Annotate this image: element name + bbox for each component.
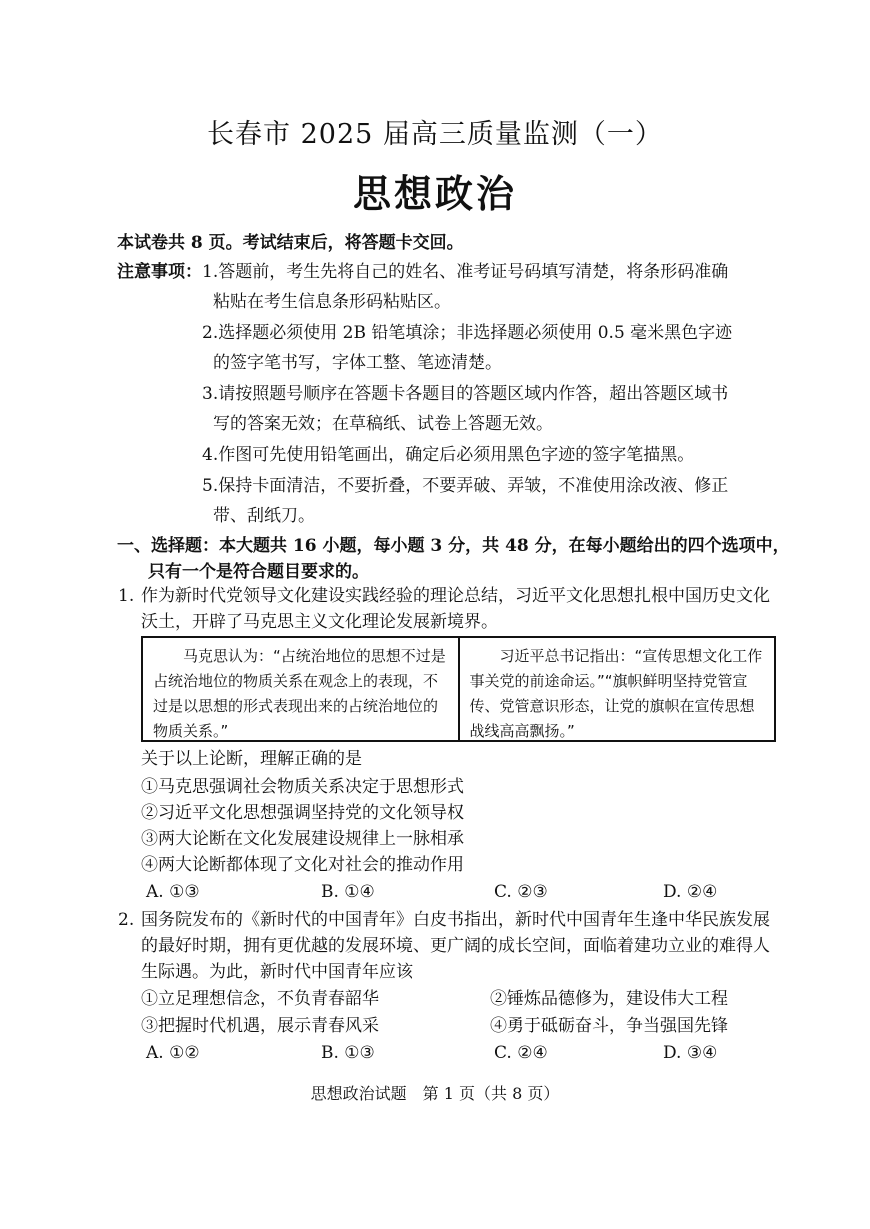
notes-line: 粘贴在考生信息条形码粘贴区。 — [213, 292, 451, 312]
question-number: 1. — [118, 586, 135, 606]
statement-item: ①立足理想信念，不负青春韶华 — [141, 989, 379, 1009]
intro-text: 本试卷共 8 页。考试结束后，将答题卡交回。 — [117, 233, 464, 253]
choice-a[interactable]: A. ①③ — [146, 882, 200, 902]
question-stem: 国务院发布的《新时代的中国青年》白皮书指出，新时代中国青年生逢中华民族发展 — [141, 910, 770, 930]
subject-title: 思想政治 — [352, 171, 517, 216]
xi-quote: 习近平总书记指出：“宣传思想文化工作事关党的前途命运。”“旗帜鲜明坚持党管宣传、党管意识形态，让党的旗帜在宣传思想战线高高飘扬。” — [458, 638, 775, 740]
question-stem: 的最好时期，拥有更优越的发展环境、更广阔的成长空间，面临着建功立业的难得人 — [141, 936, 770, 956]
notes-label: 注意事项： — [117, 262, 202, 282]
choice-c[interactable]: C. ②④ — [494, 1043, 548, 1063]
question-stem: 作为新时代党领导文化建设实践经验的理论总结，习近平文化思想扎根中国历史文化 — [141, 586, 770, 606]
notes-line: 的签字笔书写，字体工整、笔迹清楚。 — [213, 353, 502, 373]
choice-d[interactable]: D. ②④ — [663, 882, 718, 902]
notes-line: 1.答题前，考生先将自己的姓名、准考证号码填写清楚，将条形码准确 — [202, 262, 729, 282]
question-stem: 生际遇。为此，新时代中国青年应该 — [141, 962, 413, 982]
question-number: 2. — [118, 910, 135, 930]
notes-line: 5.保持卡面清洁，不要折叠，不要弄破、弄皱，不准使用涂改液、修正 — [202, 476, 729, 496]
quote-table — [141, 636, 776, 742]
statement-item: ③把握时代机遇，展示青春风采 — [141, 1016, 379, 1036]
question-stem: 沃土，开辟了马克思主义文化理论发展新境界。 — [141, 612, 498, 632]
statement-item: ③两大论断在文化发展建设规律上一脉相承 — [141, 829, 464, 849]
statement-item: ④两大论断都体现了文化对社会的推动作用 — [141, 855, 464, 875]
choice-d[interactable]: D. ③④ — [663, 1043, 718, 1063]
notes-line: 带、刮纸刀。 — [213, 506, 315, 526]
notes-line: 4.作图可先使用铅笔画出，确定后必须用黑色字迹的签字笔描黑。 — [202, 445, 695, 465]
choice-b[interactable]: B. ①④ — [321, 882, 375, 902]
notes-line: 3.请按照题号顺序在答题卡各题目的答题区域内作答，超出答题区域书 — [202, 384, 729, 404]
section-heading-cont: 只有一个是符合题目要求的。 — [148, 562, 369, 582]
marx-quote: 马克思认为：“占统治地位的思想不过是占统治地位的物质关系在观念上的表现，不过是以思想的形式表现出来的占统治地位的物质关系。” — [153, 647, 446, 740]
choice-c[interactable]: C. ②③ — [494, 882, 548, 902]
exam-name: 长春市 2025 届高三质量监测（一） — [207, 119, 663, 150]
statement-item: ②习近平文化思想强调坚持党的文化领导权 — [141, 803, 464, 823]
choice-b[interactable]: B. ①③ — [321, 1043, 375, 1063]
section-heading: 一、选择题：本大题共 16 小题，每小题 3 分，共 48 分，在每小题给出的四个选项中， — [117, 536, 790, 556]
question-prompt: 关于以上论断，理解正确的是 — [141, 749, 362, 769]
notes-line: 写的答案无效；在草稿纸、试卷上答题无效。 — [213, 414, 553, 434]
statement-item: ②锤炼品德修为，建设伟大工程 — [490, 989, 728, 1009]
notes-line: 2.选择题必须使用 2B 铅笔填涂；非选择题必须使用 0.5 毫米黑色字迹 — [202, 323, 733, 343]
page-footer: 思想政治试题 第 1 页（共 8 页） — [310, 1084, 560, 1103]
choice-a[interactable]: A. ①② — [146, 1043, 200, 1063]
statement-item: ④勇于砥砺奋斗，争当强国先锋 — [490, 1016, 728, 1036]
statement-item: ①马克思强调社会物质关系决定于思想形式 — [141, 777, 464, 797]
